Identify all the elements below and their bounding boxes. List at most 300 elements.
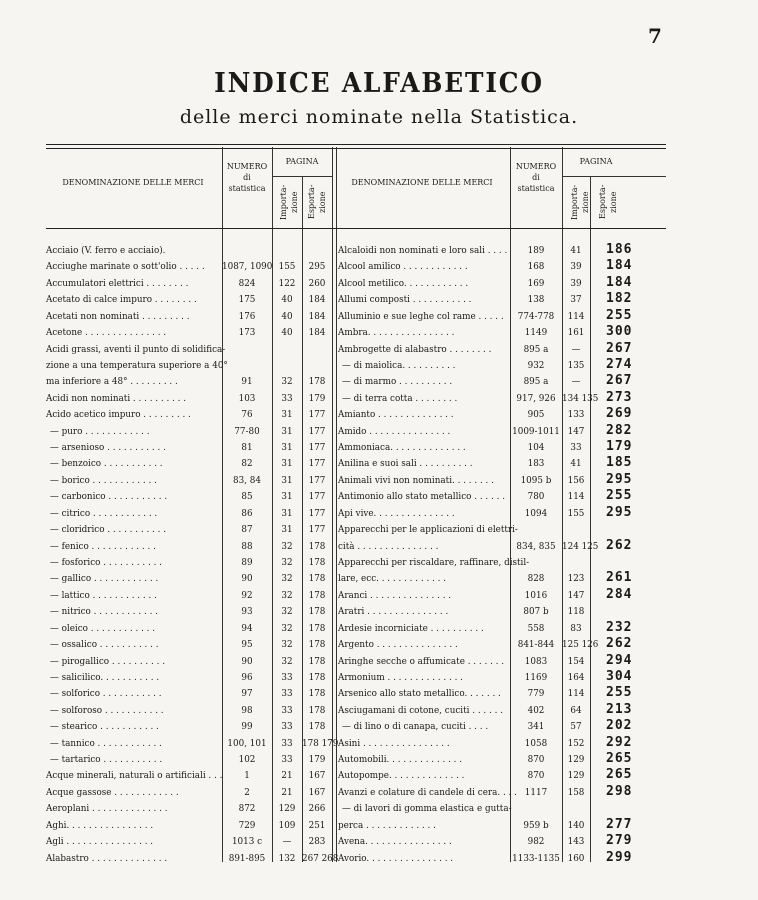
statistica-number: 341 [527, 722, 545, 733]
statistica-number: 83, 84 [233, 475, 261, 486]
import-page: 155 [278, 262, 296, 273]
page-subtitle: delle merci nominate nella Statistica. [179, 106, 579, 128]
entry-name: Avorio. . . . . . . . . . . . . . . . [338, 853, 454, 864]
header-numero-label: NUMERO [515, 162, 557, 171]
import-page: 143 [567, 837, 585, 848]
export-page: 177 [308, 426, 326, 437]
entry-name: ma inferiore a 48° . . . . . . . . . [46, 377, 178, 388]
entry-name: Aranci . . . . . . . . . . . . . . . [338, 590, 452, 601]
entry-name: — di marmo . . . . . . . . . . [342, 377, 453, 388]
pagina-divider [272, 176, 332, 177]
entry-name: Aeroplani . . . . . . . . . . . . . . [46, 804, 168, 815]
statistica-number: 97 [241, 689, 253, 700]
import-page: 132 [278, 853, 296, 864]
import-page: 125 126 [562, 640, 599, 651]
import-page: 31 [281, 426, 293, 437]
import-page: 134 135 [562, 393, 599, 404]
export-page: 184 [606, 258, 633, 274]
entry-name: — di maiolica. . . . . . . . . . [342, 360, 456, 371]
statistica-number: 91 [241, 377, 253, 388]
entry-name: Acido acetico impuro . . . . . . . . . [46, 410, 191, 421]
export-page: 255 [606, 685, 633, 701]
import-page: 64 [570, 705, 582, 716]
import-page: 33 [281, 705, 293, 716]
col-divider [332, 147, 333, 862]
import-page: 32 [281, 590, 293, 601]
export-page: 261 [606, 570, 633, 586]
entry-name: Arsenico allo stato metallico. . . . . . . [338, 689, 501, 700]
import-page: 156 [567, 475, 585, 486]
entry-name: — fenico . . . . . . . . . . . . [50, 541, 156, 552]
statistica-number: 87 [241, 525, 253, 536]
statistica-number: 89 [241, 558, 253, 568]
import-page: 41 [570, 246, 582, 256]
statistica-number: 93 [241, 607, 253, 618]
header-statistica-label: statistica [517, 183, 555, 193]
export-page: 178 [308, 672, 326, 683]
entry-name: Aringhe secche o affumicate . . . . . . . [338, 656, 505, 667]
entry-name: Acetato di calce impuro . . . . . . . . [46, 295, 197, 306]
entry-name: — ossalico . . . . . . . . . . . [50, 640, 159, 651]
import-page: 114 [567, 689, 585, 700]
export-page: 282 [606, 422, 633, 438]
import-page: 33 [570, 443, 582, 454]
statistica-number: 88 [241, 541, 253, 552]
export-page: 232 [606, 619, 633, 635]
entry-name: — gallico . . . . . . . . . . . . [50, 574, 159, 585]
statistica-number: 1094 [524, 508, 548, 519]
statistica-number: 1016 [524, 590, 548, 601]
import-page: 147 [567, 426, 585, 437]
import-page: 32 [281, 377, 293, 388]
export-page: 178 [308, 377, 326, 388]
export-page: 202 [606, 718, 633, 734]
entry-name: Automobili. . . . . . . . . . . . . . [338, 755, 463, 766]
entry-name: — di terra cotta . . . . . . . . [342, 393, 458, 404]
export-page: 178 [308, 541, 326, 552]
export-page: 185 [606, 455, 633, 471]
export-page: 178 179 [302, 738, 339, 749]
import-page: 33 [281, 722, 293, 733]
statistica-number: 807 b [523, 607, 549, 618]
statistica-number: 824 [238, 278, 256, 289]
import-page: 123 [567, 574, 585, 585]
entry-name: — di lavori di gomma elastica e gutta- [342, 804, 512, 815]
statistica-number: 138 [527, 295, 545, 306]
statistica-number: 1087, 1090 [222, 262, 273, 273]
export-page: 179 [606, 439, 633, 455]
import-page: 31 [281, 508, 293, 519]
import-page: 122 [278, 278, 296, 289]
import-page: 155 [567, 508, 585, 519]
entry-name: Ambrogette di alabastro . . . . . . . . [338, 344, 492, 355]
header-esportazione-left: Esporta-zione [307, 184, 327, 220]
entry-name: Autopompe. . . . . . . . . . . . . . [338, 771, 465, 782]
import-page: 135 [567, 360, 585, 371]
statistica-number: 102 [238, 755, 256, 766]
import-page: 152 [567, 738, 585, 749]
import-page: 140 [567, 820, 585, 831]
export-page: 262 [606, 636, 633, 652]
import-page: 32 [281, 558, 293, 568]
statistica-number: 103 [238, 393, 256, 404]
entry-name: — oleico . . . . . . . . . . . . [50, 623, 156, 634]
statistica-number: 76 [241, 410, 253, 421]
header-rule [46, 144, 666, 149]
export-page: 251 [308, 820, 326, 831]
export-page: 177 [308, 475, 326, 486]
import-page: 32 [281, 541, 293, 552]
statistica-number: 1117 [524, 787, 548, 798]
entry-name: Acque minerali, naturali o artificiali . . . [46, 771, 223, 782]
export-page: 295 [606, 471, 633, 487]
import-page: 114 [567, 492, 585, 503]
col-divider [590, 176, 591, 862]
import-page: 164 [567, 672, 585, 683]
statistica-number: 90 [241, 574, 253, 585]
import-page: 32 [281, 623, 293, 634]
import-page: 33 [281, 689, 293, 700]
export-page: 184 [308, 328, 326, 339]
header-importazione-left: Importa-zione [279, 184, 299, 220]
entry-name: Acque gassose . . . . . . . . . . . . [46, 787, 179, 798]
statistica-number: 90 [241, 656, 253, 667]
import-page: 40 [281, 311, 293, 322]
import-page: 21 [281, 771, 293, 782]
entry-name: — fosforico . . . . . . . . . . . [50, 558, 162, 568]
export-page: 274 [606, 356, 633, 372]
statistica-number: 872 [238, 804, 256, 815]
statistica-number: 86 [241, 508, 253, 519]
statistica-number: 841-844 [517, 640, 555, 651]
export-page: 255 [606, 307, 633, 323]
import-page: 33 [281, 755, 293, 766]
statistica-number: 82 [241, 459, 253, 470]
statistica-number: 870 [527, 771, 545, 782]
statistica-number: 81 [241, 443, 253, 454]
entry-name: perca . . . . . . . . . . . . . [338, 820, 436, 831]
export-page: 178 [308, 558, 326, 568]
header-numero-label: NUMERO [226, 162, 268, 171]
import-page: 133 [567, 410, 585, 421]
header-importazione-right: Importa-zione [570, 184, 590, 220]
entry-name: Acciughe marinate o sott'olio . . . . . [46, 262, 205, 273]
statistica-number: 94 [241, 623, 253, 634]
entry-name: — di lino o di canapa, cuciti . . . . [342, 722, 489, 733]
import-page: 31 [281, 459, 293, 470]
import-page: 33 [281, 393, 293, 404]
entry-name: Apparecchi per le applicazioni di elettri- [338, 525, 518, 536]
statistica-number: 959 b [523, 820, 549, 831]
entry-name: Agli . . . . . . . . . . . . . . . . [46, 837, 154, 848]
statistica-number: 168 [527, 262, 545, 273]
export-page: 177 [308, 459, 326, 470]
export-page: 178 [308, 607, 326, 618]
entry-name: Api vive. . . . . . . . . . . . . . . [338, 508, 455, 519]
export-page: 267 [606, 340, 633, 356]
entry-name: — carbonico . . . . . . . . . . . [50, 492, 168, 503]
export-page: 167 [308, 787, 326, 798]
export-page: 178 [308, 722, 326, 733]
header-numero-right [510, 162, 562, 194]
entry-name: Argento . . . . . . . . . . . . . . . [338, 640, 458, 651]
statistica-number: 834, 835 [516, 541, 556, 552]
entry-name: Asini . . . . . . . . . . . . . . . . [338, 738, 450, 749]
entry-name: — borico . . . . . . . . . . . . [50, 475, 157, 486]
entry-name: — puro . . . . . . . . . . . . [50, 426, 150, 437]
header-numero-left [222, 162, 272, 194]
export-page: 178 [308, 689, 326, 700]
export-page: 304 [606, 668, 633, 684]
statistica-number: 780 [527, 492, 545, 503]
export-page: 177 [308, 525, 326, 536]
statistica-number: 891-895 [228, 853, 266, 864]
export-page: 292 [606, 734, 633, 750]
entry-name: Aghi. . . . . . . . . . . . . . . . [46, 820, 154, 831]
entry-name: Avanzi e colature di candele di cera. . . . [338, 787, 517, 798]
entry-name: Alluminio e sue leghe col rame . . . . . [338, 311, 504, 322]
statistica-number: 932 [527, 360, 545, 371]
import-page: 158 [567, 787, 585, 798]
import-page: — [571, 377, 581, 388]
statistica-number: 1009-1011 [512, 426, 560, 437]
export-page: 283 [308, 837, 326, 848]
entry-name: Acciaio (V. ferro e acciaio). [46, 246, 166, 256]
import-page: 160 [567, 853, 585, 864]
export-page: 178 [308, 656, 326, 667]
statistica-number: 189 [527, 246, 545, 256]
export-page: 295 [606, 504, 633, 520]
entry-name: Apparecchi per riscaldare, raffinare, distil- [338, 558, 530, 568]
export-page: 177 [308, 492, 326, 503]
import-page: 31 [281, 443, 293, 454]
import-page: — [282, 837, 292, 848]
export-page: 179 [308, 393, 326, 404]
import-page: 41 [570, 459, 582, 470]
entry-name: — solforico . . . . . . . . . . . [50, 689, 162, 700]
statistica-number: 95 [241, 640, 253, 651]
import-page: 31 [281, 475, 293, 486]
export-page: 184 [308, 311, 326, 322]
entry-name: Alcool metilico. . . . . . . . . . . . [338, 278, 469, 289]
statistica-number: 77-80 [234, 426, 260, 437]
statistica-number: 870 [527, 755, 545, 766]
entry-name: Alabastro . . . . . . . . . . . . . . [46, 853, 168, 864]
statistica-number: 169 [527, 278, 545, 289]
export-page: 177 [308, 410, 326, 421]
export-page: 266 [308, 804, 326, 815]
import-page: 83 [570, 623, 582, 634]
statistica-number: 1083 [524, 656, 548, 667]
import-page: 114 [567, 311, 585, 322]
header-di-label: di [243, 172, 251, 182]
export-page: 186 [606, 242, 633, 257]
header-bottom-rule [46, 228, 666, 229]
entry-name: Amianto . . . . . . . . . . . . . . [338, 410, 454, 421]
header-denominazione-right: DENOMINAZIONE DELLE MERCI [351, 178, 493, 187]
export-page: 177 [308, 443, 326, 454]
export-page: 265 [606, 751, 633, 767]
statistica-number: 402 [527, 705, 545, 716]
export-page: 295 [308, 262, 326, 273]
entry-name: Acidi non nominati . . . . . . . . . . [46, 393, 187, 404]
entry-name: Allumi composti . . . . . . . . . . . [338, 295, 472, 306]
entry-name: Acidi grassi, aventi il punto di solidifica- [46, 344, 226, 355]
entry-name: Armonium . . . . . . . . . . . . . . [338, 672, 463, 683]
export-page: 273 [606, 389, 633, 405]
statistica-number: 982 [527, 837, 545, 848]
statistica-number: 1169 [524, 672, 548, 683]
import-page: 31 [281, 492, 293, 503]
entry-name: Avena. . . . . . . . . . . . . . . . [338, 837, 452, 848]
header-esportazione-right: Esporta-zione [598, 184, 618, 220]
entry-name: — stearico . . . . . . . . . . . [50, 722, 159, 733]
statistica-number: 1133-1135 [512, 853, 560, 864]
import-page: 33 [281, 738, 293, 749]
entry-name: Accumulatori elettrici . . . . . . . . [46, 278, 189, 289]
entry-name: Amido . . . . . . . . . . . . . . . [338, 426, 451, 437]
import-page: 40 [281, 328, 293, 339]
export-page: 279 [606, 833, 633, 849]
header-pagina-left: PAGINA [285, 157, 319, 166]
import-page: — [571, 344, 581, 355]
entry-name: Aratri . . . . . . . . . . . . . . . [338, 607, 449, 618]
entry-name: Asciugamani di cotone, cuciti . . . . . . [338, 705, 504, 716]
import-page: 129 [278, 804, 296, 815]
import-page: 129 [567, 771, 585, 782]
statistica-number: 2 [244, 787, 250, 798]
header-statistica-label: statistica [228, 183, 266, 193]
statistica-number: 558 [527, 623, 545, 634]
statistica-number: 828 [527, 574, 545, 585]
entry-name: Acetati non nominati . . . . . . . . . [46, 311, 190, 322]
export-page: 269 [606, 406, 633, 422]
export-page: 267 [606, 373, 633, 389]
import-page: 39 [570, 262, 582, 273]
statistica-number: 99 [241, 722, 253, 733]
statistica-number: 92 [241, 590, 253, 601]
import-page: 161 [567, 328, 585, 339]
entry-name: Ambra. . . . . . . . . . . . . . . . [338, 328, 455, 339]
export-page: 179 [308, 755, 326, 766]
statistica-number: 173 [238, 328, 256, 339]
entry-name: cità . . . . . . . . . . . . . . . [338, 541, 439, 552]
export-page: 178 [308, 574, 326, 585]
export-page: 177 [308, 508, 326, 519]
entry-name: — cloridrico . . . . . . . . . . . [50, 525, 167, 536]
entry-name: — tannico . . . . . . . . . . . . [50, 738, 162, 749]
import-page: 129 [567, 755, 585, 766]
statistica-number: 96 [241, 672, 253, 683]
statistica-number: 100, 101 [227, 738, 267, 749]
statistica-number: 1058 [524, 738, 548, 749]
export-page: 294 [606, 652, 633, 668]
export-page: 265 [606, 767, 633, 783]
statistica-number: 183 [527, 459, 545, 470]
export-page: 167 [308, 771, 326, 782]
statistica-number: 1095 b [520, 475, 552, 486]
import-page: 147 [567, 590, 585, 601]
export-page: 267 268 [302, 853, 339, 864]
statistica-number: 1013 c [231, 837, 263, 848]
statistica-number: 85 [241, 492, 253, 503]
export-page: 299 [606, 849, 633, 865]
import-page: 31 [281, 525, 293, 536]
statistica-number: 774-778 [517, 311, 555, 322]
import-page: 124 125 [562, 541, 599, 552]
import-page: 154 [567, 656, 585, 667]
export-page: 284 [606, 586, 633, 602]
export-page: 184 [606, 274, 633, 290]
statistica-number: 895 a [523, 377, 549, 388]
entry-name: — lattico . . . . . . . . . . . . [50, 590, 157, 601]
entry-name: — salicilico. . . . . . . . . . . [50, 672, 160, 683]
entry-name: Ardesie incorniciate . . . . . . . . . . [338, 623, 484, 634]
page-number: 7 [648, 24, 662, 48]
entry-name: Acetone . . . . . . . . . . . . . . . [46, 328, 167, 339]
import-page: 32 [281, 640, 293, 651]
entry-name: — citrico . . . . . . . . . . . . [50, 508, 158, 519]
export-page: 184 [308, 295, 326, 306]
statistica-number: 98 [241, 705, 253, 716]
entry-name: lare, ecc. . . . . . . . . . . . . [338, 574, 447, 585]
page-title: INDICE ALFABETICO [214, 68, 544, 99]
entry-name: — pirogallico . . . . . . . . . . [50, 656, 166, 667]
header-denominazione-left: DENOMINAZIONE DELLE MERCI [62, 178, 204, 187]
entry-name: — solforoso . . . . . . . . . . . [50, 705, 164, 716]
import-page: 118 [567, 607, 585, 618]
entry-name: Animali vivi non nominati. . . . . . . . [338, 475, 494, 486]
statistica-number: 104 [527, 443, 545, 454]
export-page: 277 [606, 816, 633, 832]
header-pagina-right: PAGINA [579, 157, 613, 166]
entry-name: — tartarico . . . . . . . . . . . [50, 755, 163, 766]
entry-name: — nitrico . . . . . . . . . . . . [50, 607, 158, 618]
export-page: 298 [606, 783, 633, 799]
export-page: 255 [606, 488, 633, 504]
import-page: 39 [570, 278, 582, 289]
import-page: 31 [281, 410, 293, 421]
export-page: 300 [606, 324, 633, 340]
import-page: 57 [570, 722, 582, 733]
export-page: 178 [308, 623, 326, 634]
statistica-number: 1149 [524, 328, 548, 339]
entry-name: Ammoniaca. . . . . . . . . . . . . . [338, 443, 466, 454]
entry-name: Antimonio allo stato metallico . . . . . . [338, 492, 506, 503]
export-page: 182 [606, 291, 633, 307]
statistica-number: 729 [238, 820, 256, 831]
statistica-number: 905 [527, 410, 545, 421]
export-page: 178 [308, 705, 326, 716]
entry-name: Alcool amilico . . . . . . . . . . . . [338, 262, 468, 273]
import-page: 109 [278, 820, 296, 831]
entry-name: zione a una temperatura superiore a 40° [46, 360, 228, 371]
import-page: 21 [281, 787, 293, 798]
statistica-number: 1 [244, 771, 250, 782]
import-page: 32 [281, 656, 293, 667]
import-page: 32 [281, 607, 293, 618]
statistica-number: 175 [238, 295, 256, 306]
pagina-divider [562, 176, 666, 177]
export-page: 178 [308, 640, 326, 651]
entry-name: Anilina e suoi sali . . . . . . . . . . [338, 459, 473, 470]
statistica-number: 779 [527, 689, 545, 700]
export-page: 260 [308, 278, 326, 289]
header-di-label: di [532, 172, 540, 182]
entry-name: — benzoico . . . . . . . . . . . [50, 459, 163, 470]
statistica-number: 176 [238, 311, 256, 322]
import-page: 33 [281, 672, 293, 683]
